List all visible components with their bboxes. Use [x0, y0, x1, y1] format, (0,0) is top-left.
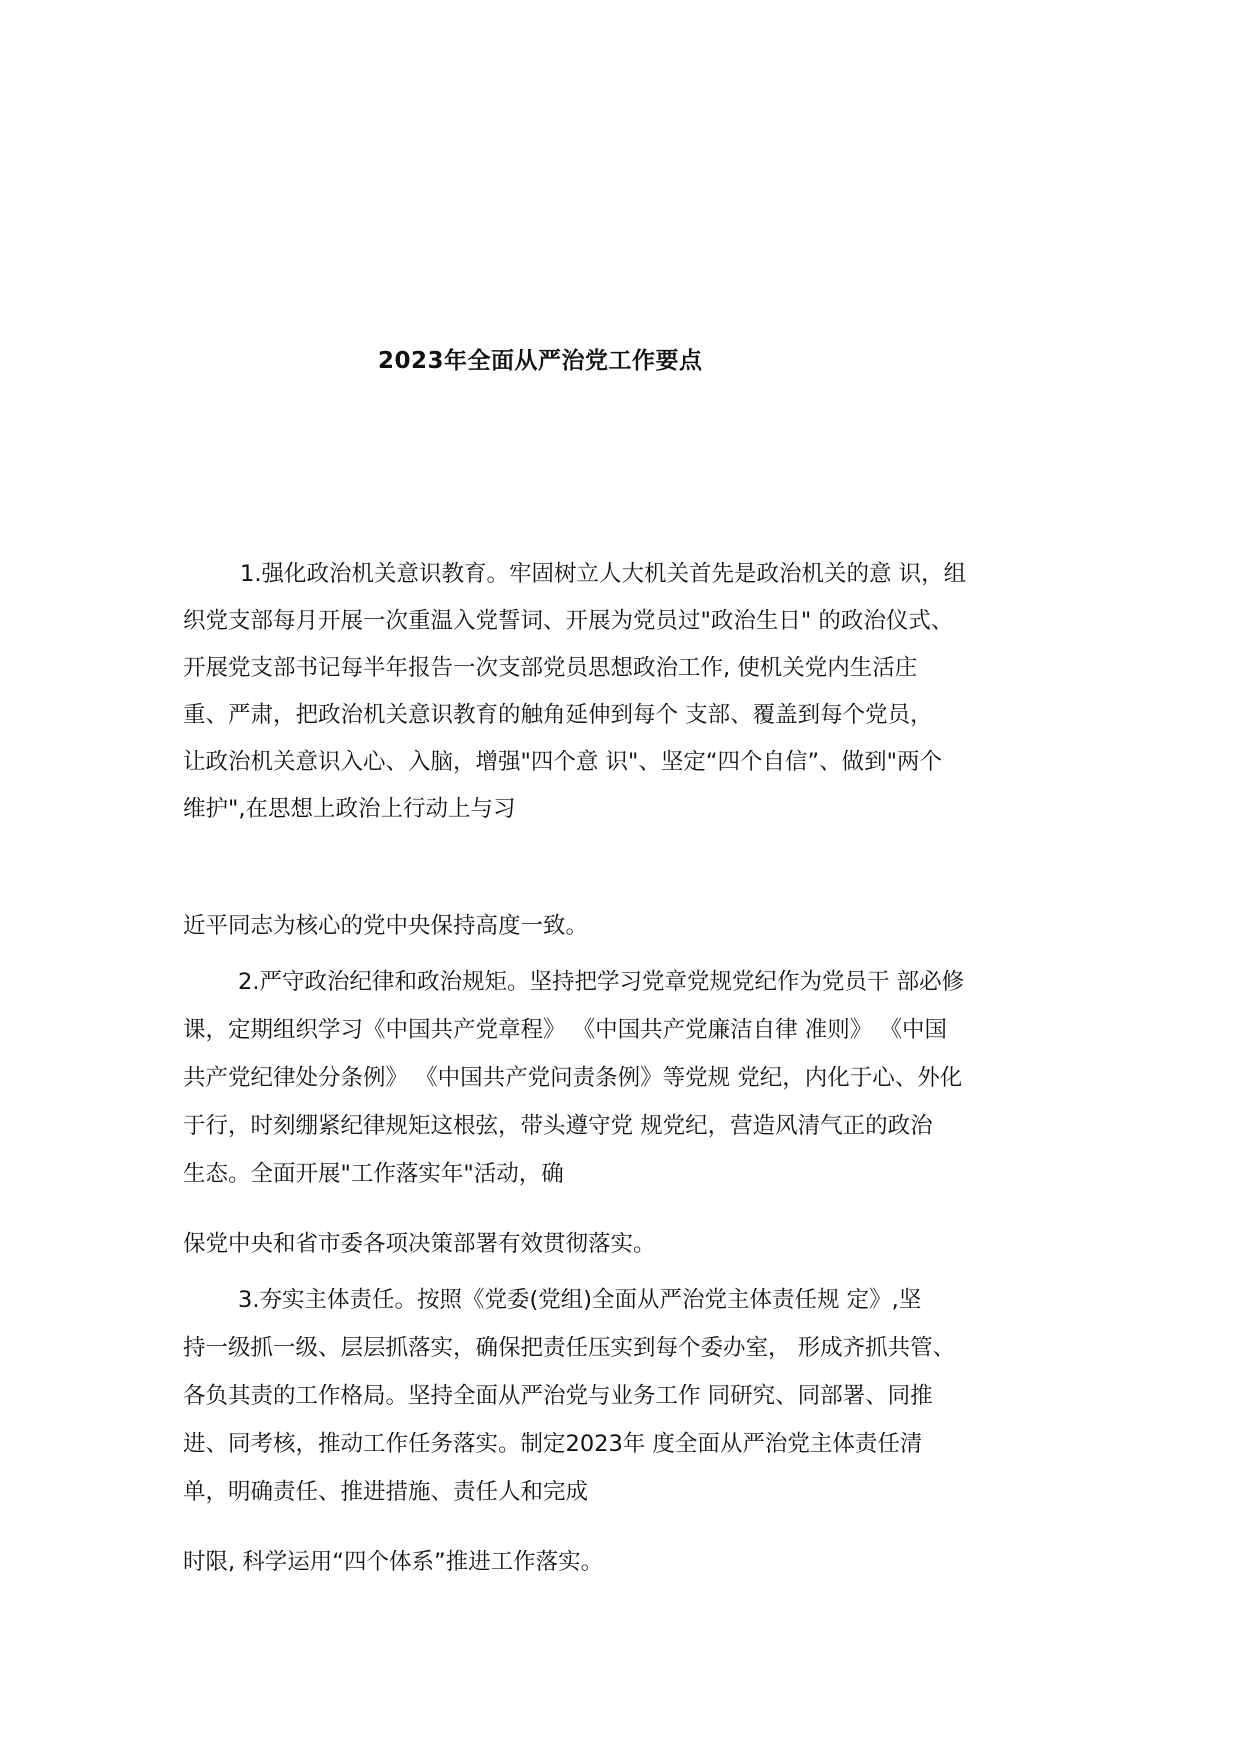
- section-2-line-4: 于行，时刻绷紧纪律规矩这根弦，带头遵守党 规党纪，营造风清气正的政治: [183, 1113, 933, 1139]
- section-3-line-2: 持一级抓一级、层层抓落实，确保把责任压实到每个委办室， 形成齐抓共管、: [183, 1335, 956, 1361]
- document-title: 2023年全面从严治党工作要点: [378, 348, 703, 374]
- section-3-line-1: 3.夯实主体责任。按照《党委(党组)全面从严治党主体责任规 定》,坚: [238, 1287, 922, 1313]
- section-2-line-5: 生态。全面开展"工作落实年"活动，确: [183, 1161, 564, 1187]
- section-1-line-5: 让政治机关意识入心、入脑，增强"四个意 识"、坚定“四个自信”、做到"两个: [183, 749, 943, 775]
- section-3-line-6: 时限, 科学运用“四个体系”推进工作落实。: [183, 1549, 604, 1575]
- section-1-line-3: 开展党支部书记每半年报告一次支部党员思想政治工作, 使机关党内生活庄: [183, 655, 918, 681]
- section-1-line-6: 维护",在思想上政治上行动上与习: [183, 796, 516, 822]
- section-1-line-4: 重、严肃，把政治机关意识教育的触角延伸到每个 支部、覆盖到每个党员，: [183, 702, 933, 728]
- section-3-line-4: 进、同考核，推动工作任务落实。制定2023年 度全面从严治党主体责任清: [183, 1431, 923, 1457]
- section-3-line-5: 单，明确责任、推进措施、责任人和完成: [183, 1479, 589, 1505]
- section-3-line-3: 各负其责的工作格局。坚持全面从严治党与业务工作 同研究、同部署、同推: [183, 1383, 933, 1409]
- section-2-line-6: 保党中央和省市委各项决策部署有效贯彻落实。: [183, 1231, 656, 1257]
- section-2-line-1: 2.严守政治纪律和政治规矩。坚持把学习党章党规党纪作为党员干 部必修: [238, 969, 965, 995]
- section-1-line-1: 1.强化政治机关意识教育。牢固树立人大机关首先是政治机关的意 识，组: [240, 561, 967, 587]
- section-2-line-2: 课，定期组织学习《中国共产党章程》 《中国共产党廉洁自律 准则》 《中国: [183, 1017, 947, 1043]
- section-1-line-2: 织党支部每月开展一次重温入党誓词、开展为党员过"政治生日" 的政治仪式、: [183, 608, 954, 634]
- section-1-line-7: 近平同志为核心的党中央保持高度一致。: [183, 913, 589, 939]
- section-2-line-3: 共产党纪律处分条例》 《中国共产党问责条例》等党规 党纪，内化于心、外化: [183, 1065, 963, 1091]
